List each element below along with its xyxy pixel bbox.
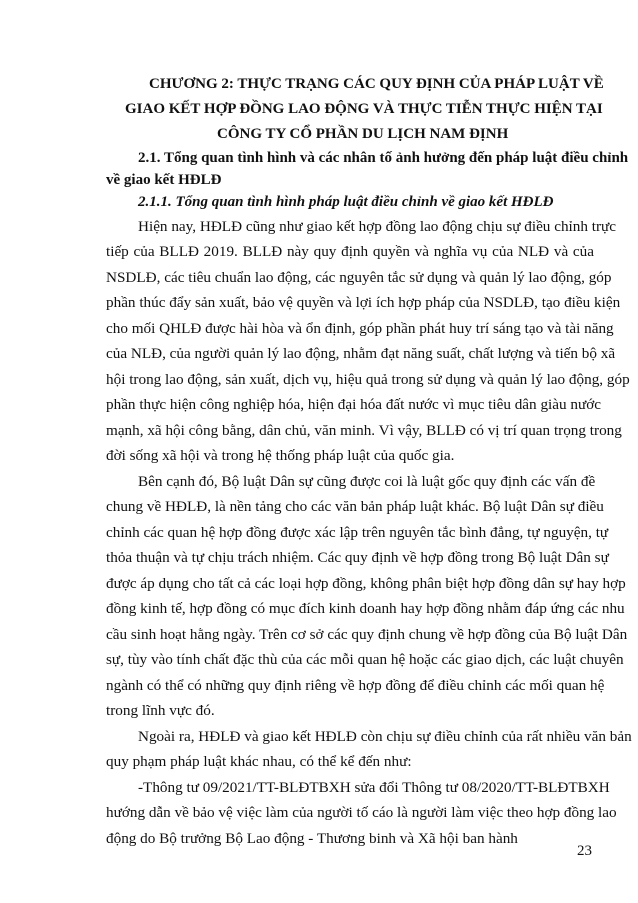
body-line: cho mối QHLĐ được hài hòa và ổn định, góp phần phát huy trí sáng tạo và tài năng [106,320,614,337]
body-line: của NLĐ, của người quản lý lao động, nhằm đạt năng suất, chất lượng và tiến bộ xã [106,345,616,362]
body-line: chung về HĐLĐ, là nền tảng cho các văn bản pháp luật khác. Bộ luật Dân sự điều [106,498,604,515]
body-line: cầu sinh hoạt hằng ngày. Trên cơ sở các quy định chung về hợp đồng của Bộ luật Dân [106,626,628,643]
body-line: phần thúc đẩy sản xuất, bảo vệ quyền và lợi ích hợp pháp của NSDLĐ, tạo điều kiện [106,294,621,311]
body-line: đồng kinh tế, hợp đồng có mục đích kinh doanh hay hợp đồng nhằm đáp ứng các nhu [106,600,625,617]
body-line: sự, tùy vào tính chất đặc thù của các mỗi quan hệ hoặc các giao dịch, các luật chuyên [106,651,624,668]
body-line: thỏa thuận và tự chịu trách nhiệm. Các quy định về hợp đồng trong Bộ luật Dân sự [106,549,609,566]
page-number: 23 [577,843,592,859]
body-line: mạnh, xã hội công bằng, dân chủ, văn minh. Vì vậy, BLLĐ có vị trí quan trọng trong [106,422,622,439]
body-line: chỉnh các quan hệ hợp đồng được xác lập trên nguyên tắc bình đẳng, tự nguyện, tự [106,524,609,541]
body-line: ngành có thể có những quy định riêng về hợp đồng để điều chỉnh các mối quan hệ [106,677,605,694]
chapter-title-line-2: GIAO KẾT HỢP ĐỒNG LAO ĐỘNG VÀ THỰC TIỄN THỰC HIỆN TẠI [125,101,603,117]
body-line: Hiện nay, HĐLĐ cũng như giao kết hợp đồng lao động chịu sự điều chỉnh trực [138,218,616,235]
chapter-title-line-3: CÔNG TY CỔ PHẦN DU LỊCH NAM ĐỊNH [217,126,509,142]
body-line: động do Bộ trưởng Bộ Lao động - Thương binh và Xã hội ban hành [106,830,518,847]
section-heading-line-2: về giao kết HĐLĐ [106,172,222,188]
body-line: NSDLĐ, các tiêu chuẩn lao động, các nguyên tắc sử dụng và quản lý lao động, góp [106,269,612,286]
body-line: -Thông tư 09/2021/TT-BLĐTBXH sửa đổi Thông tư 08/2020/TT-BLĐTBXH [138,779,610,796]
body-line: Bên cạnh đó, Bộ luật Dân sự cũng được coi là luật gốc quy định các vấn đề [138,473,596,490]
body-line: hội trong lao động, sản xuất, dịch vụ, hiệu quả trong sử dụng và quản lý lao động, góp [106,371,630,388]
body-line: hướng dẫn về bảo vệ việc làm của người tố cáo là người làm việc theo hợp đồng lao [106,804,617,821]
body-line: tiếp của BLLĐ 2019. BLLĐ này quy định quyền và nghĩa vụ của NLĐ và của [106,243,594,260]
body-line: được áp dụng cho tất cả các loại hợp đồng, không phân biệt hợp đồng dân sự hay hợp [106,575,626,592]
body-line: Ngoài ra, HĐLĐ và giao kết HĐLĐ còn chịu sự điều chỉnh của rất nhiều văn bản [138,728,632,745]
body-line: đời sống xã hội và trong hệ thống pháp luật của quốc gia. [106,447,455,464]
body-line: phần thực hiện công nghiệp hóa, hiện đại hóa đất nước vì mục tiêu dân giàu nước [106,396,601,413]
chapter-title-line-1: CHƯƠNG 2: THỰC TRẠNG CÁC QUY ĐỊNH CỦA PHÁP LUẬT VỀ [149,76,604,92]
section-heading-line-1: 2.1. Tổng quan tình hình và các nhân tố ảnh hưởng đến pháp luật điều chỉnh [138,150,629,166]
body-line: quy phạm pháp luật khác nhau, có thể kể đến như: [106,753,412,770]
subsection-heading: 2.1.1. Tổng quan tình hình pháp luật điều chỉnh về giao kết HĐLĐ [138,194,554,210]
body-line: trong lĩnh vực đó. [106,702,215,719]
